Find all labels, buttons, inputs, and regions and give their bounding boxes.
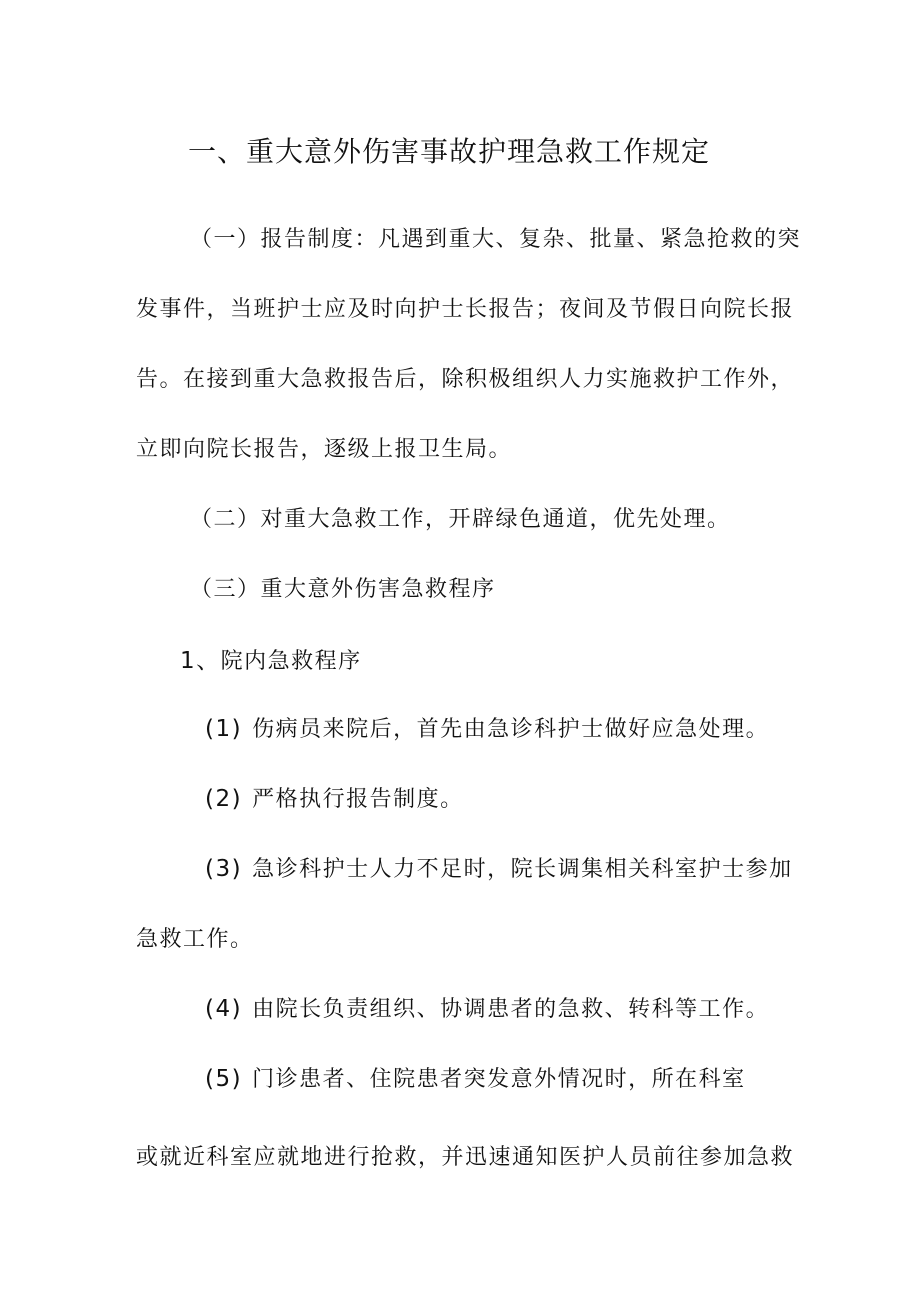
list-item bbox=[205, 992, 769, 1023]
list-item bbox=[205, 712, 769, 743]
list-item bbox=[205, 852, 793, 883]
list-item-number: (3) bbox=[205, 856, 243, 882]
list-item-text: 由院长负责组织、协调患者的急救、转科等工作。 bbox=[252, 997, 770, 1022]
list-item-number: (2) bbox=[205, 786, 243, 812]
list-item-text: 伤病员来院后，首先由急诊科护士做好应急处理。 bbox=[252, 717, 770, 742]
section2-paragraph: （二）对重大急救工作，开辟绿色通道，优先处理。 bbox=[190, 507, 731, 532]
subsection1-heading bbox=[180, 642, 362, 675]
list-item-text: 门诊患者、住院患者突发意外情况时，所在科室 bbox=[252, 1067, 746, 1092]
list-item-continuation: 急救工作。 bbox=[136, 927, 254, 952]
list-item-continuation: 或就近科室应就地进行抢救，并迅速通知医护人员前往参加急救 bbox=[136, 1145, 795, 1170]
list-item bbox=[205, 782, 464, 813]
list-item-number: (5) bbox=[205, 1066, 243, 1092]
section1-line2: 发事件，当班护士应及时向护士长报告；夜间及节假日向院长报 bbox=[136, 297, 795, 322]
list-item-number: (1) bbox=[205, 716, 243, 742]
list-item-text: 严格执行报告制度。 bbox=[252, 787, 464, 812]
list-item-number: (4) bbox=[205, 996, 243, 1022]
section3-heading: （三）重大意外伤害急救程序 bbox=[190, 577, 496, 602]
subsection1-text: 院内急救程序 bbox=[220, 649, 362, 674]
document-title: 一、重大意外伤害事故护理急救工作规定 bbox=[188, 135, 711, 168]
list-item bbox=[205, 1062, 746, 1093]
list-item-text: 急诊科护士人力不足时，院长调集相关科室护士参加 bbox=[252, 857, 793, 882]
subsection1-number: 1、 bbox=[180, 648, 221, 674]
section1-line3: 告。在接到重大急救报告后，除积极组织人力实施救护工作外， bbox=[136, 367, 795, 392]
section1-line1: （一）报告制度：凡遇到重大、复杂、批量、紧急抢救的突 bbox=[190, 227, 802, 252]
section1-line4: 立即向院长报告，逐级上报卫生局。 bbox=[136, 437, 513, 462]
